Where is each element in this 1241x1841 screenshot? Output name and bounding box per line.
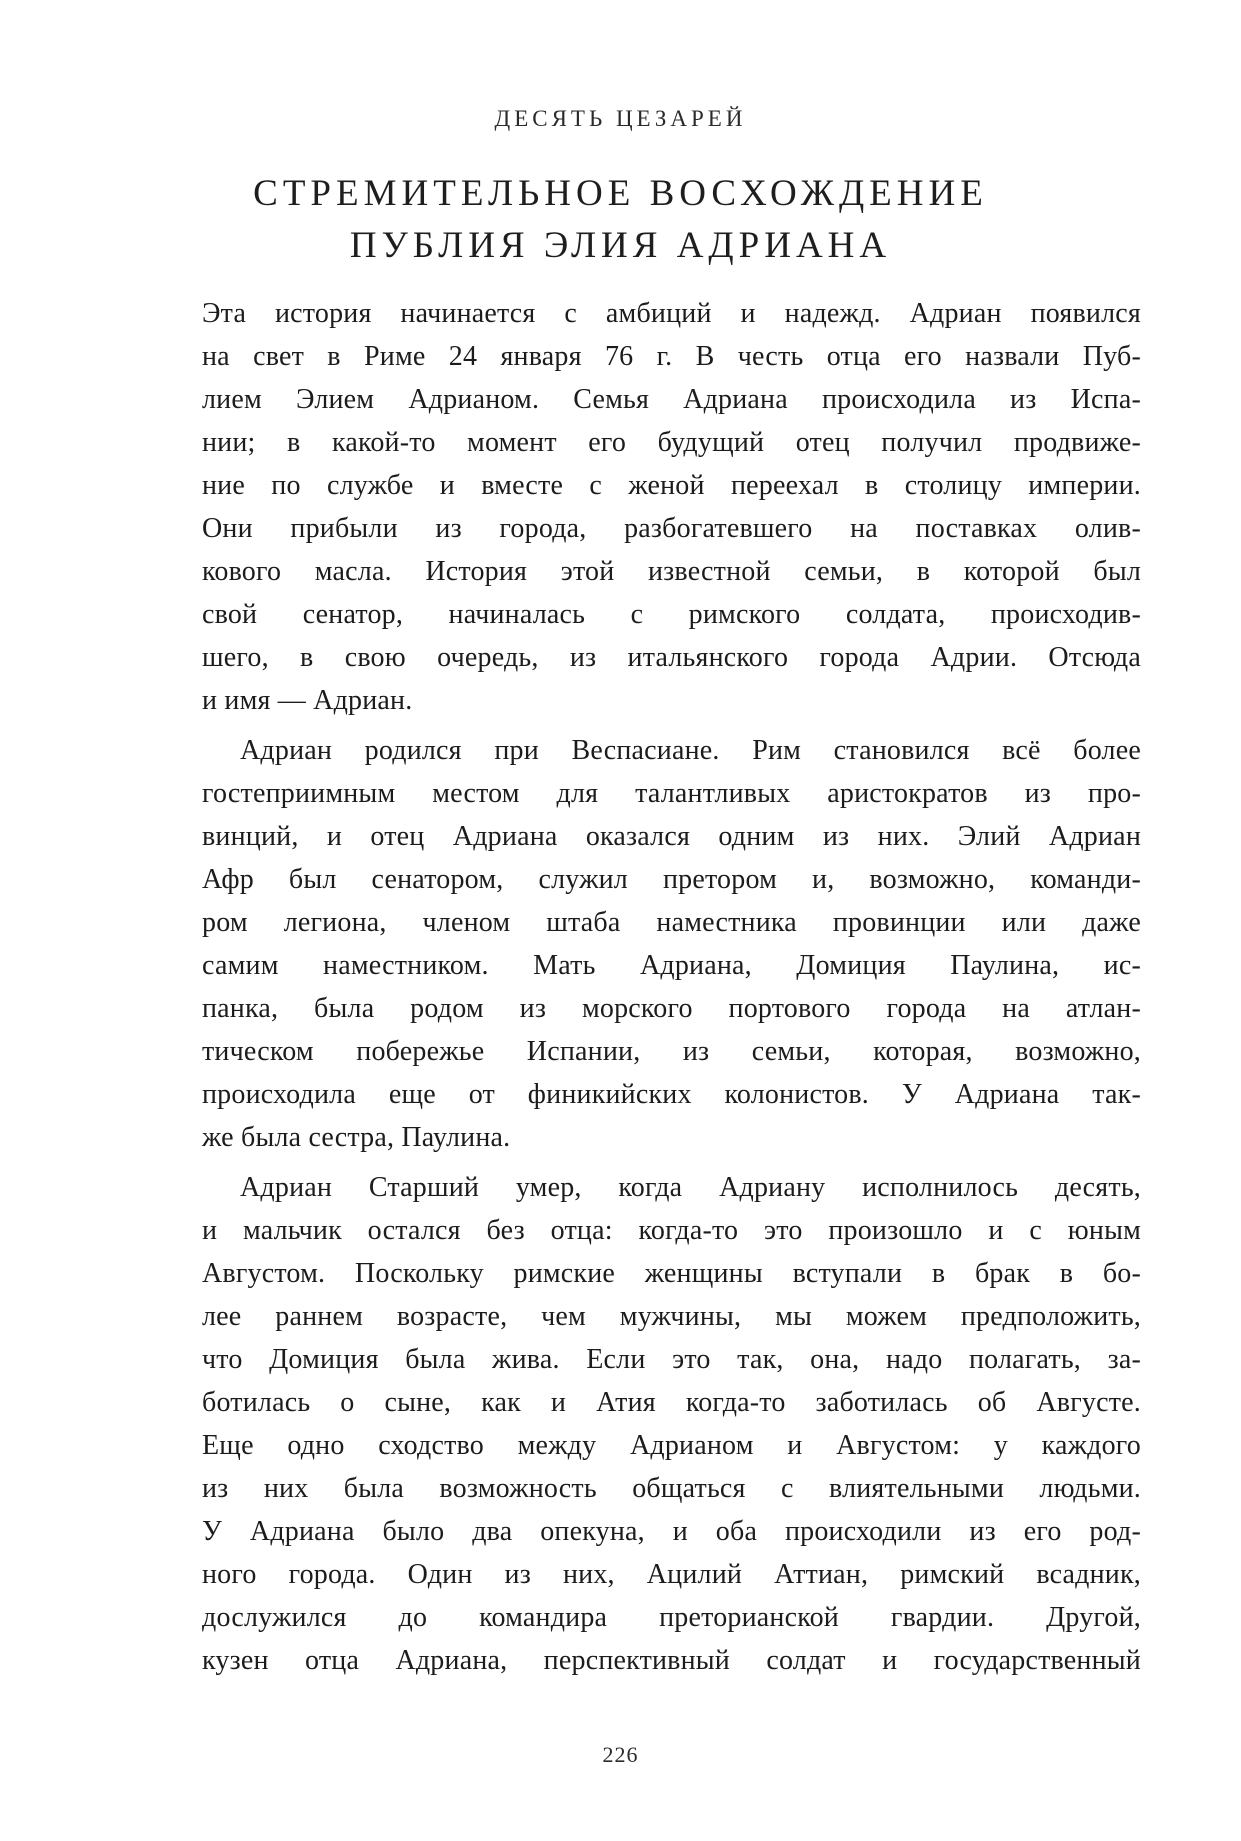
text-line: лием Элием Адрианом. Семья Адриана происходила из Испа-	[202, 384, 1141, 415]
text-line: лее раннем возрасте, чем мужчины, мы можем предположить,	[202, 1301, 1141, 1332]
text-line: ние по службе и вместе с женой переехал в столицу империи.	[202, 470, 1141, 501]
text-line: и имя — Адриан.	[202, 685, 413, 716]
text-line: кового масла. История этой известной семьи, в которой был	[202, 556, 1141, 587]
text-line: У Адриана было два опекуна, и оба происходили из его род-	[202, 1516, 1141, 1547]
text-line: Они прибыли из города, разбогатевшего на поставках олив-	[202, 513, 1141, 544]
running-header: ДЕСЯТЬ ЦЕЗАРЕЙ	[494, 106, 747, 131]
text-line: Афр был сенатором, служил претором и, возможно, команди-	[202, 864, 1141, 895]
text-line: самим наместником. Мать Адриана, Домиция Паулина, ис-	[202, 950, 1141, 981]
text-line: и мальчик остался без отца: когда-то это произошло и с юным	[202, 1215, 1141, 1246]
text-line: же была сестра, Паулина.	[202, 1122, 511, 1153]
page-number: 226	[602, 1742, 639, 1767]
text-line: ного города. Один из них, Ацилий Аттиан, римский всадник,	[202, 1559, 1141, 1590]
text-line: Еще одно сходство между Адрианом и Августом: у каждого	[202, 1430, 1141, 1461]
text-line: из них была возможность общаться с влиятельными людьми.	[202, 1473, 1141, 1504]
text-line: происходила еще от финикийских колонистов. У Адриана так-	[202, 1079, 1141, 1110]
chapter-title-line-1: СТРЕМИТЕЛЬНОЕ ВОСХОЖДЕНИЕ	[253, 173, 988, 214]
text-line: дослужился до командира преторианской гвардии. Другой,	[202, 1602, 1141, 1633]
text-line: Адриан родился при Веспасиане. Рим становился всё более	[240, 735, 1141, 766]
text-line: нии; в какой-то момент его будущий отец получил продвиже-	[202, 427, 1141, 458]
chapter-title	[0, 168, 1241, 272]
text-line: гостеприимным местом для талантливых аристократов из про-	[202, 778, 1141, 809]
text-line: Эта история начинается с амбиций и надежд. Адриан появился	[202, 298, 1141, 329]
text-line: на свет в Риме 24 января 76 г. В честь отца его назвали Пуб-	[202, 341, 1141, 372]
text-line: тическом побережье Испании, из семьи, которая, возможно,	[202, 1036, 1141, 1067]
text-line: шего, в свою очередь, из итальянского города Адрии. Отсюда	[202, 642, 1141, 673]
body-text	[202, 292, 1141, 1682]
text-line: винций, и отец Адриана оказался одним из них. Элий Адриан	[202, 821, 1141, 852]
chapter-title-line-2: ПУБЛИЯ ЭЛИЯ АДРИАНА	[349, 225, 892, 266]
text-line: что Домиция была жива. Если это так, она, надо полагать, за-	[202, 1344, 1141, 1375]
paragraph-3	[202, 1166, 1141, 1682]
text-line: кузен отца Адриана, перспективный солдат и государственный	[202, 1645, 1141, 1676]
text-line: Августом. Поскольку римские женщины вступали в брак в бо-	[202, 1258, 1141, 1289]
paragraph-2	[202, 729, 1141, 1159]
text-line: Адриан Старший умер, когда Адриану исполнилось десять,	[240, 1172, 1141, 1203]
paragraph-1	[202, 292, 1141, 722]
text-line: панка, была родом из морского портового города на атлан-	[202, 993, 1141, 1024]
text-line: ром легиона, членом штаба наместника провинции или даже	[202, 907, 1141, 938]
text-line: свой сенатор, начиналась с римского солдата, происходив-	[202, 599, 1141, 630]
text-line: ботилась о сыне, как и Атия когда-то заботилась об Августе.	[202, 1387, 1141, 1418]
